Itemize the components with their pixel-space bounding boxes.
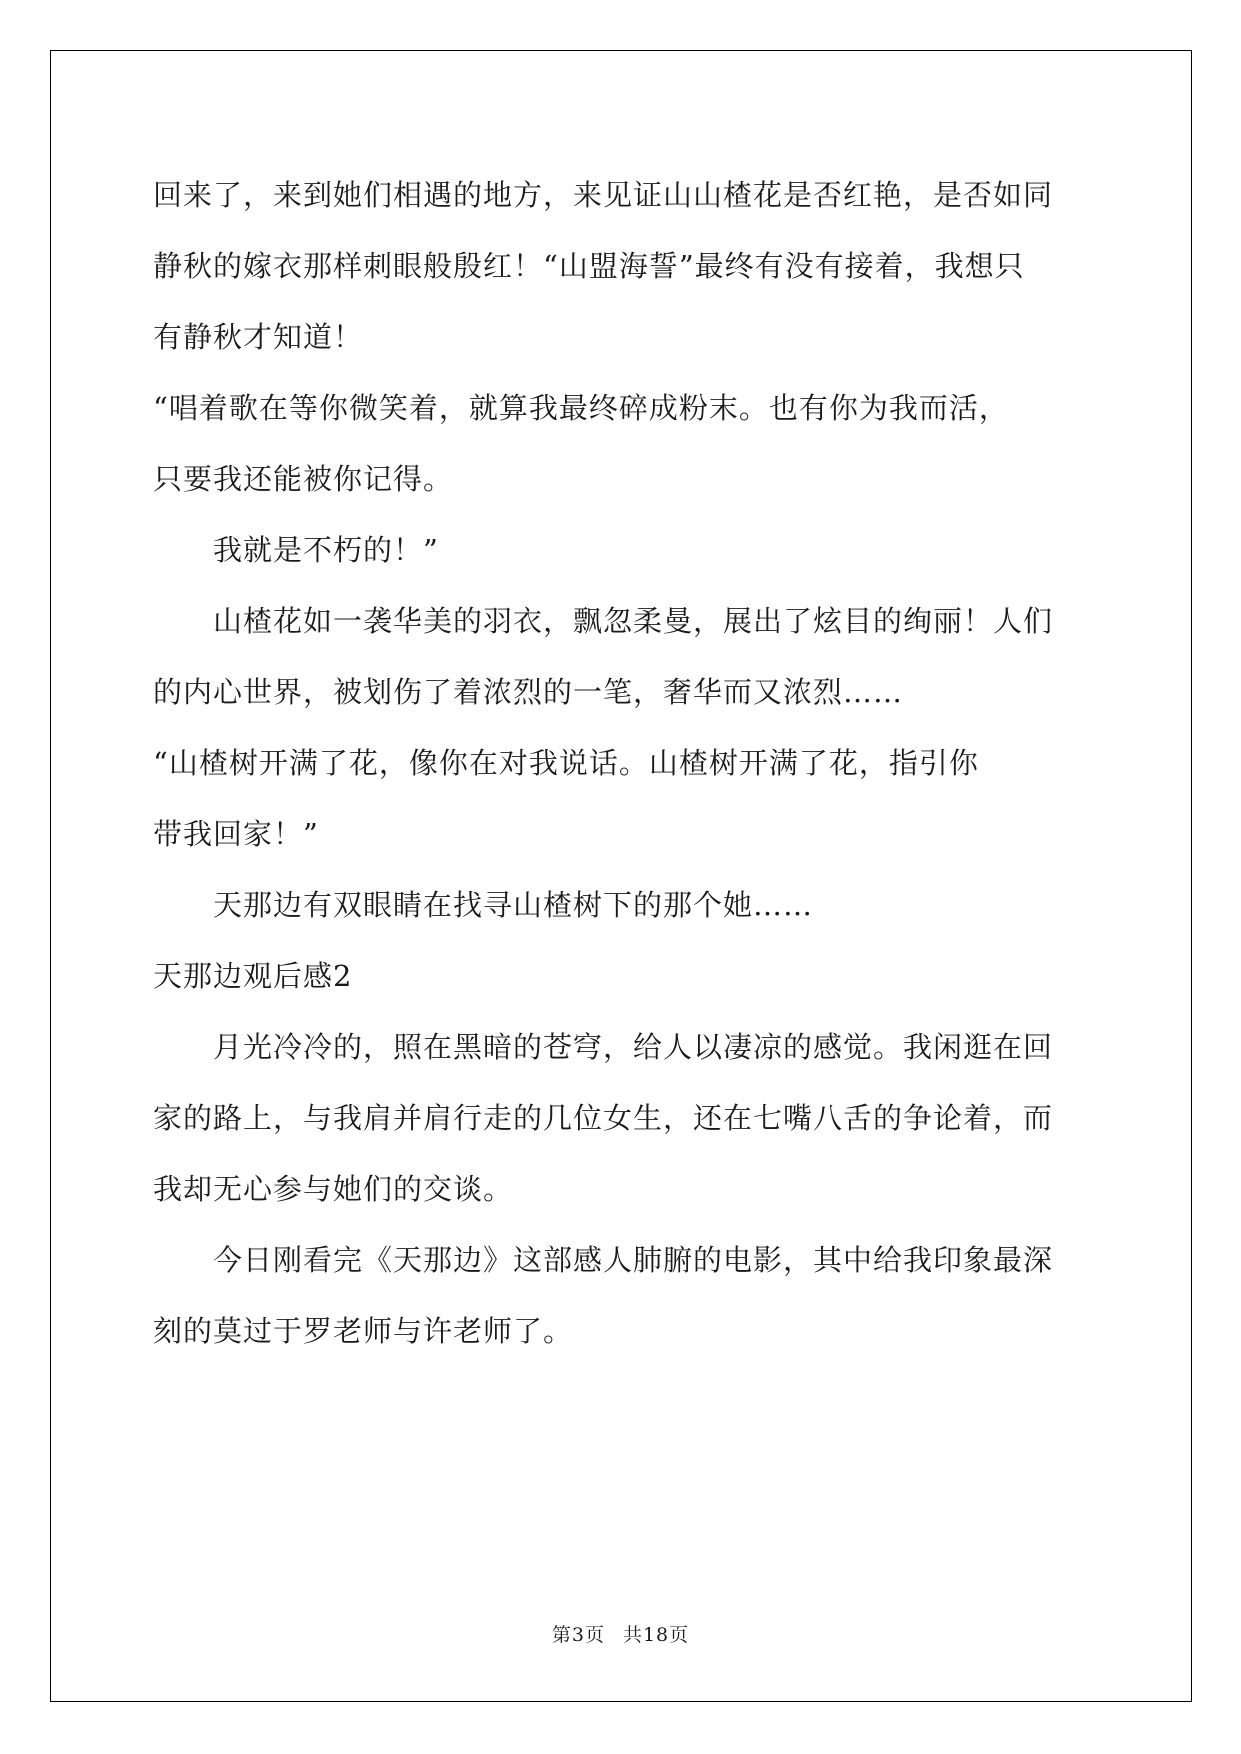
text-line: 山楂花如一袭华美的羽衣，飘忽柔曼，展出了炫目的绚丽！人们 [153, 604, 1054, 638]
text-line: 刻的莫过于罗老师与许老师了。 [153, 1314, 574, 1348]
text-line: 只要我还能被你记得。 [153, 462, 454, 496]
text-line: 的内心世界，被划伤了着浓烈的一笔，奢华而又浓烈…… [153, 675, 904, 709]
page-total: 共18页 [622, 1624, 690, 1646]
text-line: 带我回家！” [153, 817, 319, 851]
text-line: 静秋的嫁衣那样刺眼般殷红！“山盟海誓”最终有没有接着，我想只 [153, 249, 1025, 283]
section-heading: 天那边观后感2 [153, 959, 353, 993]
page-footer [0, 1620, 1241, 1647]
text-line: 家的路上，与我肩并肩行走的几位女生，还在七嘴八舌的争论着，而 [153, 1101, 1054, 1135]
text-line: 月光冷冷的，照在黑暗的苍穹，给人以凄凉的感觉。我闲逛在回 [153, 1030, 1054, 1064]
text-line: 我就是不朽的！” [153, 533, 439, 567]
document-body [153, 160, 1088, 1367]
text-line: 我却无心参与她们的交谈。 [153, 1172, 514, 1206]
text-line: “山楂树开满了花，像你在对我说话。山楂树开满了花，指引你 [153, 746, 979, 780]
page-number: 第3页 [551, 1624, 605, 1646]
text-line: 有静秋才知道！ [153, 320, 364, 354]
text-line: 天那边有双眼睛在找寻山楂树下的那个她…… [153, 888, 814, 922]
text-line: “唱着歌在等你微笑着，就算我最终碎成粉末。也有你为我而活， [153, 391, 1009, 425]
text-line: 回来了，来到她们相遇的地方，来见证山山楂花是否红艳，是否如同 [153, 178, 1054, 212]
text-line: 今日刚看完《天那边》这部感人肺腑的电影，其中给我印象最深 [153, 1243, 1054, 1277]
